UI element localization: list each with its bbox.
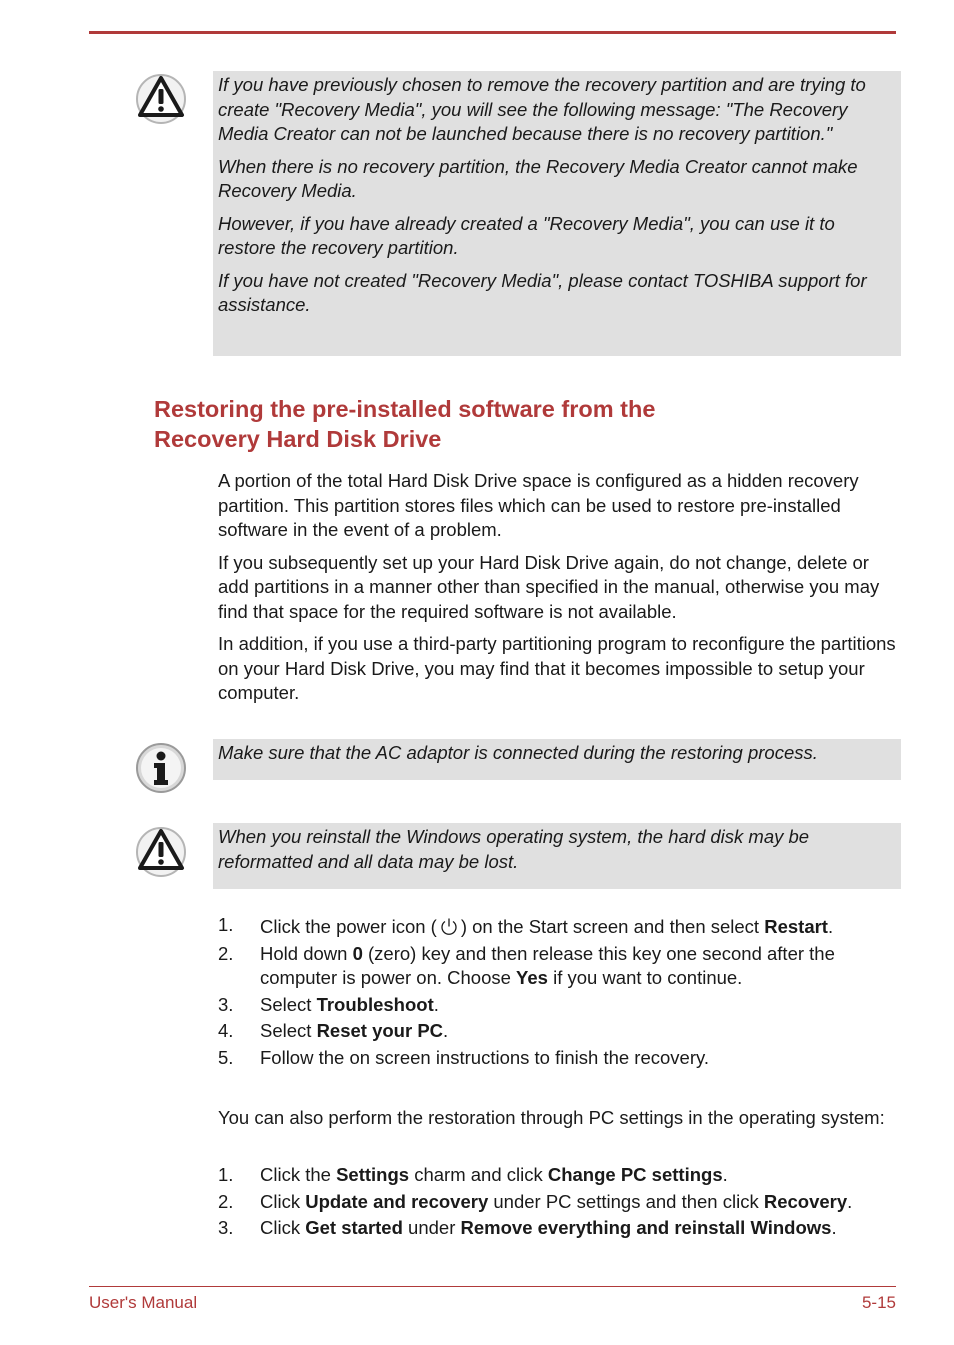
section-heading (154, 394, 854, 454)
alt-intro (218, 1106, 898, 1139)
section-heading-line-1: Restoring the pre-installed software from the (154, 396, 656, 422)
step-text: ) on the Start screen and then select (460, 916, 760, 937)
step-bold: Get started (305, 1217, 403, 1238)
step-number: 1. (218, 914, 234, 935)
list-item (218, 1190, 908, 1215)
step-number: 2. (218, 1190, 234, 1212)
warning-note-reformat (213, 823, 901, 889)
alt-intro-text: You can also perform the restoration through PC settings in the operating system: (218, 1107, 885, 1128)
step-text: Click (260, 1190, 306, 1212)
section-body (218, 469, 898, 714)
step-bold: Restart (764, 916, 828, 937)
step-number: 3. (218, 993, 234, 1015)
body-paragraph: A portion of the total Hard Disk Drive space is configured as a hidden recovery partition. This partition stores files which can be used to restore pre-installed software in the event of a problem. (218, 470, 859, 540)
section-heading-line-2: Recovery Hard Disk Drive (154, 426, 442, 452)
step-text: if you want to continue. (547, 967, 743, 988)
body-paragraph: If you subsequently set up your Hard Disk Drive again, do not change, delete or add partitions in a manner other than specified in the manual, otherwise you may find that space for the required software is not available. (218, 551, 880, 622)
warning-paragraph: If you have not created "Recovery Media", please contact TOSHIBA support for assistance. (218, 269, 867, 315)
step-bold: Update and recovery (305, 1190, 489, 1212)
warning-paragraph: When there is no recovery partition, the Recovery Media Creator cannot make Recovery Media. (218, 155, 858, 201)
list-item (218, 1019, 908, 1044)
warning-icon (135, 73, 187, 125)
step-text: (zero) key and then release this key one second after the computer is power on. Choose (260, 942, 835, 988)
step-text: Hold down (260, 942, 353, 964)
footer-title: User's Manual (89, 1293, 198, 1312)
warning-note-text: When you reinstall the Windows operating system, the hard disk may be reformatted and all data may be lost. (218, 826, 810, 872)
list-item (218, 1163, 908, 1188)
step-bold: Yes (516, 967, 548, 988)
step-text: charm and click (409, 1164, 548, 1185)
step-text: Click the power icon ( (260, 916, 437, 937)
step-number: 3. (218, 1217, 234, 1238)
step-text: . (827, 916, 834, 937)
warning-note-recovery-partition (213, 71, 901, 356)
step-text: Follow the on screen instructions to finish the recovery. (260, 1046, 710, 1068)
list-item (218, 913, 908, 940)
list-item (218, 993, 908, 1018)
footer-rule (89, 1286, 896, 1287)
step-text: . (831, 1217, 837, 1238)
step-number: 4. (218, 1020, 234, 1041)
step-text: . (443, 1020, 449, 1041)
step-bold: 0 (352, 942, 363, 964)
step-number: 1. (218, 1164, 234, 1185)
restore-steps (218, 913, 908, 1072)
header-rule (89, 31, 896, 34)
step-bold: Settings (336, 1164, 410, 1185)
body-paragraph: In addition, if you use a third-party partitioning program to reconfigure the partitions on your Hard Disk Drive, you may find that it becomes impossible to setup your computer. (218, 633, 896, 703)
warning-paragraph: However, if you have already created a "Recovery Media", you can use it to restore the recovery partition. (218, 212, 835, 258)
step-text: under (402, 1217, 461, 1238)
step-number: 2. (218, 942, 234, 964)
step-text: Select (260, 993, 317, 1015)
info-note-text: Make sure that the AC adaptor is connected during the restoring process. (218, 742, 818, 763)
step-number: 5. (218, 1046, 234, 1068)
step-bold: Troubleshoot (316, 993, 434, 1015)
page-number: 5-15 (861, 1293, 896, 1312)
info-icon (135, 742, 187, 794)
step-bold: Reset your PC (316, 1020, 444, 1041)
step-bold: Remove everything and reinstall Windows (460, 1217, 832, 1238)
step-text: . (847, 1190, 853, 1212)
alt-steps (218, 1163, 908, 1243)
warning-icon (135, 826, 187, 878)
step-text: Click the (260, 1164, 337, 1185)
list-item (218, 1216, 908, 1241)
step-bold: Change PC settings (547, 1164, 723, 1185)
list-item (218, 942, 908, 991)
power-icon (439, 917, 459, 937)
step-text: Click (260, 1217, 306, 1238)
step-text: under PC settings and then click (488, 1190, 764, 1212)
info-note-ac-adaptor (213, 739, 901, 780)
list-item (218, 1046, 908, 1071)
warning-paragraph: If you have previously chosen to remove the recovery partition and are trying to create "Recovery Media", you will see the following message: "The Recovery Media Creator can not be launched because there is no recovery partition." (218, 74, 866, 144)
step-bold: Recovery (763, 1190, 848, 1212)
step-text: . (433, 993, 439, 1015)
step-text: . (722, 1164, 728, 1185)
step-text: Select (260, 1020, 317, 1041)
